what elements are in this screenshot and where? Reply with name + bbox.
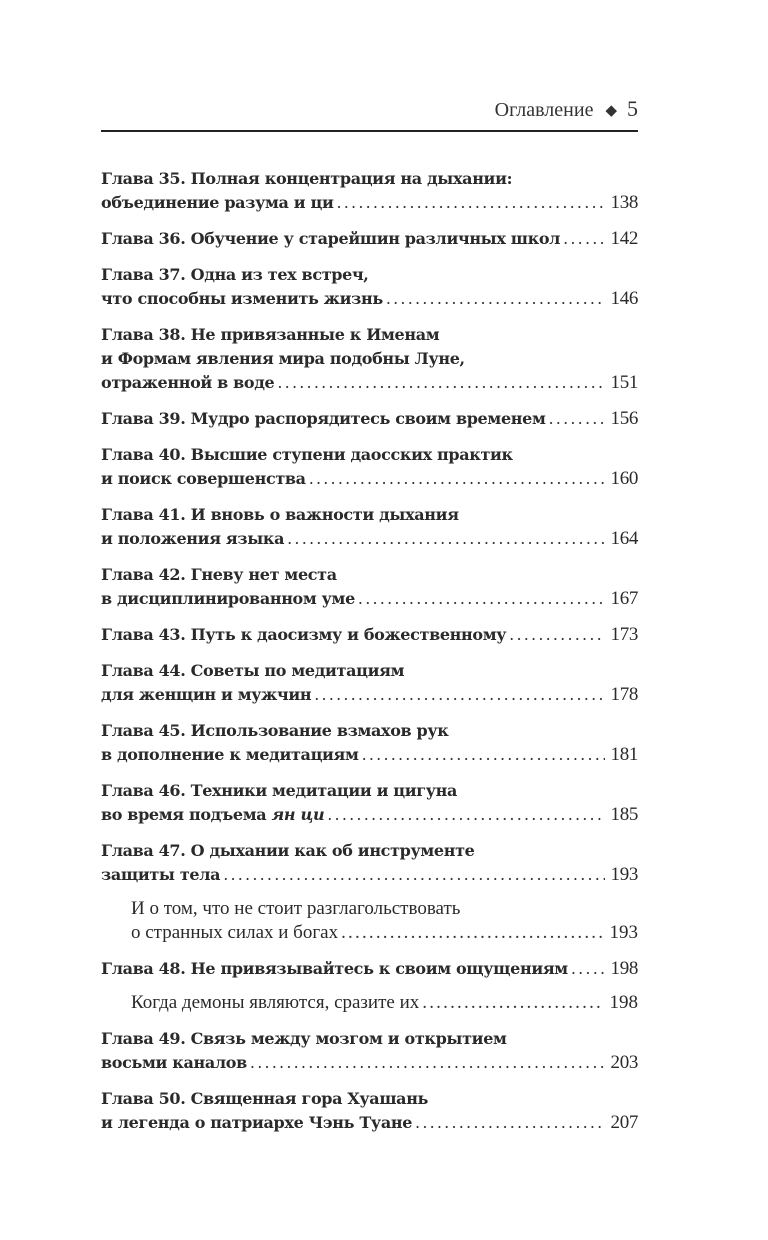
toc-entry-row — [101, 1051, 638, 1075]
toc-entry-title-text: в дисциплинированном уме — [101, 589, 355, 608]
toc-page-number: 164 — [610, 528, 638, 549]
toc-entry — [101, 407, 638, 431]
section-title: Оглавление — [494, 99, 594, 121]
toc-page-number: 181 — [610, 744, 638, 765]
dot-leader — [341, 921, 603, 945]
toc-page-number: 178 — [610, 684, 638, 705]
toc-entry-title-text: отраженной в воде — [101, 373, 275, 392]
toc-entry-title-text: Глава 36. Обучение у старейшин различных школ — [101, 229, 561, 248]
toc-entry-title-text: что способны изменить жизнь — [101, 289, 383, 308]
toc-entry — [101, 227, 638, 251]
toc-entry — [101, 1087, 638, 1135]
toc-page-number: 167 — [610, 588, 638, 609]
toc-entry-title-line: Глава 46. Техники медитации и цигуна — [101, 781, 458, 800]
toc-entry-row — [101, 957, 638, 981]
toc-entry-title-text: защиты тела — [101, 865, 221, 884]
toc-entry-row — [101, 683, 638, 707]
toc-entry-row — [101, 863, 638, 887]
toc-entry — [101, 263, 638, 311]
toc-entry-title-last-line — [101, 743, 359, 767]
toc-entry-title-line: Глава 40. Высшие ступени даосских практик — [101, 445, 513, 464]
dot-leader — [563, 227, 604, 251]
dot-leader — [309, 467, 605, 491]
toc-entry-title-text: Глава 48. Не привязывайтесь к своим ощущениям — [101, 959, 568, 978]
toc-entry — [101, 957, 638, 981]
toc-entry — [101, 779, 638, 827]
toc-entry-title-line: Глава 38. Не привязанные к Именам — [101, 325, 440, 344]
toc-page-number: 193 — [609, 922, 638, 943]
toc-entry-title-last-line — [101, 407, 546, 431]
book-page — [101, 96, 638, 1147]
toc-entry-row — [101, 587, 638, 611]
toc-entry-title-line: И о том, что не стоит разглагольствовать — [131, 898, 461, 919]
toc-entry-title-last-line — [101, 683, 311, 707]
dot-leader — [250, 1051, 605, 1075]
toc-entry-title-last-line — [101, 467, 306, 491]
toc-page-number: 198 — [609, 992, 638, 1013]
dot-leader — [571, 957, 605, 981]
toc-entry-row — [101, 287, 638, 311]
toc-page-number: 193 — [610, 864, 638, 885]
toc-entry-title-last-line — [101, 957, 568, 981]
toc-entry — [101, 323, 638, 395]
dot-leader — [422, 991, 603, 1015]
toc-entry-title-line: Глава 47. О дыхании как об инструменте — [101, 841, 475, 860]
dot-leader — [336, 191, 604, 215]
toc-entry-row — [101, 1111, 638, 1135]
toc-entry-title-last-line — [101, 1111, 412, 1135]
toc-entry-title-line: и Формам явления мира подобны Луне, — [101, 349, 465, 368]
toc-entry-title-line: Глава 44. Советы по медитациям — [101, 661, 405, 680]
dot-leader — [314, 683, 604, 707]
toc-entry-row — [101, 623, 638, 647]
toc-page-number: 156 — [610, 408, 638, 429]
toc-entry-title-text: объединение разума и ци — [101, 193, 334, 212]
toc-entry-title-text: Глава 43. Путь к даосизму и божественному — [101, 625, 507, 644]
toc-entry-title-last-line — [101, 527, 284, 551]
toc-entry-title-line: Глава 50. Священная гора Хуашань — [101, 1089, 429, 1108]
dot-leader — [415, 1111, 605, 1135]
toc-entry-row — [101, 227, 638, 251]
toc-entry — [101, 659, 638, 707]
dot-leader — [223, 863, 604, 887]
toc-entry-row — [101, 371, 638, 395]
toc-entry-title-last-line — [101, 287, 383, 311]
toc-entry-row — [101, 407, 638, 431]
toc-entry-title-last-line — [101, 587, 355, 611]
toc-entry-title-text: восьми каналов — [101, 1053, 247, 1072]
toc-entry-title-last-line — [101, 803, 324, 827]
toc-page-number: 173 — [610, 624, 638, 645]
toc-entry-title-text: и легенда о патриархе Чэнь Туане — [101, 1113, 413, 1132]
toc-page-number: 203 — [610, 1052, 638, 1073]
toc-entry-row — [131, 991, 638, 1015]
dot-leader — [287, 527, 604, 551]
toc-entry-title-last-line — [101, 623, 506, 647]
toc-entry-title-text: и поиск совершенства — [101, 469, 306, 488]
toc-subentry — [101, 991, 638, 1015]
toc-entry-row — [101, 743, 638, 767]
toc-entry-title-text: в дополнение к медитациям — [101, 745, 359, 764]
toc-page-number: 207 — [610, 1112, 638, 1133]
toc-entry — [101, 167, 638, 215]
toc-entry-title-line: Глава 41. И вновь о важности дыхания — [101, 505, 459, 524]
dot-leader — [509, 623, 604, 647]
toc-entry-title-text: для женщин и мужчин — [101, 685, 312, 704]
toc-entry-title-last-line — [131, 921, 338, 945]
toc-page-number: 198 — [610, 958, 638, 979]
dot-leader — [386, 287, 605, 311]
toc-page-number: 142 — [610, 228, 638, 249]
dot-leader — [277, 371, 604, 395]
toc-entry-row — [101, 467, 638, 491]
toc-entry-title-line: Глава 35. Полная концентрация на дыхании: — [101, 169, 513, 188]
dot-leader — [358, 587, 605, 611]
toc-page-number: 138 — [610, 192, 638, 213]
diamond-icon: ◆ — [605, 103, 617, 119]
toc-entry-title-last-line — [131, 991, 419, 1015]
toc-entry — [101, 503, 638, 551]
toc-entry-title-last-line — [101, 1051, 247, 1075]
toc-entry-title-last-line — [101, 863, 220, 887]
toc-entry-title-last-line — [101, 227, 560, 251]
table-of-contents — [101, 167, 638, 1135]
toc-entry — [101, 1027, 638, 1075]
running-header — [101, 96, 638, 132]
toc-entry — [101, 443, 638, 491]
toc-entry-title-text: и положения языка — [101, 529, 285, 548]
toc-page-number: 160 — [610, 468, 638, 489]
dot-leader — [327, 803, 604, 827]
dot-leader — [549, 407, 605, 431]
toc-entry-title-line: Глава 45. Использование взмахов рук — [101, 721, 449, 740]
toc-entry-title-text: о странных силах и богах — [131, 922, 339, 943]
toc-entry-title-italic: ян ци — [271, 805, 325, 824]
toc-entry — [101, 719, 638, 767]
toc-entry-title-last-line — [101, 371, 274, 395]
toc-entry-row — [101, 191, 638, 215]
toc-entry-row — [131, 921, 638, 945]
toc-entry-row — [101, 803, 638, 827]
toc-entry-title-line: Глава 49. Связь между мозгом и открытием — [101, 1029, 507, 1048]
toc-subentry — [101, 897, 638, 945]
toc-page-number: 151 — [610, 372, 638, 393]
toc-entry-row — [101, 527, 638, 551]
page-number: 5 — [627, 96, 638, 121]
dot-leader — [362, 743, 605, 767]
toc-entry-title-line: Глава 42. Гневу нет места — [101, 565, 337, 584]
toc-entry — [101, 563, 638, 611]
toc-entry-title-text: Когда демоны являются, сразите их — [131, 992, 420, 1013]
toc-entry-title-line: Глава 37. Одна из тех встреч, — [101, 265, 369, 284]
toc-entry — [101, 839, 638, 887]
toc-entry-title-text: во время подъема — [101, 805, 267, 824]
toc-entry — [101, 623, 638, 647]
toc-page-number: 146 — [610, 288, 638, 309]
toc-entry-title-text: Глава 39. Мудро распорядитесь своим временем — [101, 409, 546, 428]
toc-entry-title-last-line — [101, 191, 333, 215]
toc-page-number: 185 — [610, 804, 638, 825]
